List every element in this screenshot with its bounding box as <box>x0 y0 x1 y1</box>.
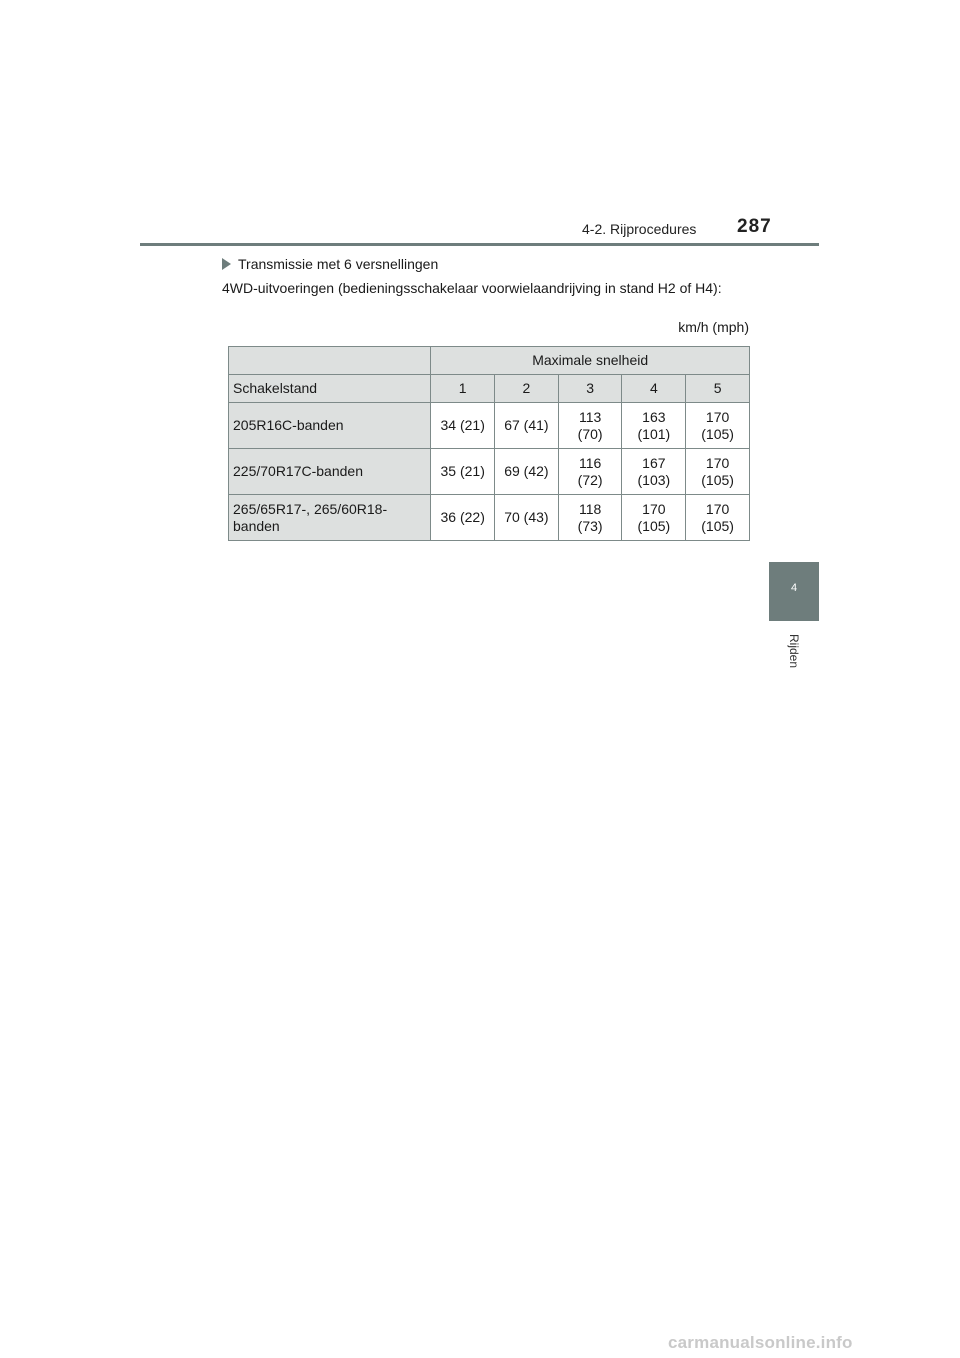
intro-paragraph: 4WD-uitvoeringen (bedieningsschakelaar voorwielaandrijving in stand H2 of H4): <box>222 280 722 296</box>
table-corner-cell <box>229 347 431 375</box>
table-cell: 170 (105) <box>686 403 750 449</box>
column-header: 3 <box>558 375 622 403</box>
row-label-header: Schakelstand <box>229 375 431 403</box>
max-speed-table <box>228 346 750 541</box>
table-cell: 70 (43) <box>495 495 559 541</box>
table-cell: 170 (105) <box>686 495 750 541</box>
table-cell: 118 (73) <box>558 495 622 541</box>
table-column-header-row <box>229 375 750 403</box>
bullet-heading <box>222 256 438 272</box>
table-cell: 36 (22) <box>431 495 495 541</box>
table-cell: 35 (21) <box>431 449 495 495</box>
table-group-header-row <box>229 347 750 375</box>
chapter-tab-number: 4 <box>790 582 798 594</box>
column-header: 4 <box>622 375 686 403</box>
header-rule <box>140 243 819 246</box>
table-cell: 116 (72) <box>558 449 622 495</box>
bullet-heading-text: Transmissie met 6 versnellingen <box>238 256 439 272</box>
table-cell: 34 (21) <box>431 403 495 449</box>
table-cell: 69 (42) <box>495 449 559 495</box>
column-header: 5 <box>686 375 750 403</box>
chapter-tab-label: Rijden <box>787 633 801 669</box>
column-header: 2 <box>495 375 559 403</box>
row-label: 225/70R17C-banden <box>229 449 431 495</box>
table-cell: 170 (105) <box>622 495 686 541</box>
page-number: 287 <box>737 216 772 237</box>
units-label: km/h (mph) <box>678 319 749 335</box>
chapter-tab <box>769 562 819 621</box>
table-cell: 167 (103) <box>622 449 686 495</box>
table-row <box>229 449 750 495</box>
row-label: 205R16C-banden <box>229 403 431 449</box>
table-row <box>229 495 750 541</box>
header-section-title: 4-2. Rijprocedures <box>582 221 697 237</box>
table-cell: 113 (70) <box>558 403 622 449</box>
table-cell: 67 (41) <box>495 403 559 449</box>
triangle-bullet-icon <box>222 258 231 270</box>
row-label: 265/65R17-, 265/60R18- banden <box>229 495 431 541</box>
watermark: carmanualsonline.info <box>668 1333 853 1352</box>
table-cell: 170 (105) <box>686 449 750 495</box>
table-row <box>229 403 750 449</box>
table-group-header: Maximale snelheid <box>431 347 750 375</box>
column-header: 1 <box>431 375 495 403</box>
table-cell: 163 (101) <box>622 403 686 449</box>
